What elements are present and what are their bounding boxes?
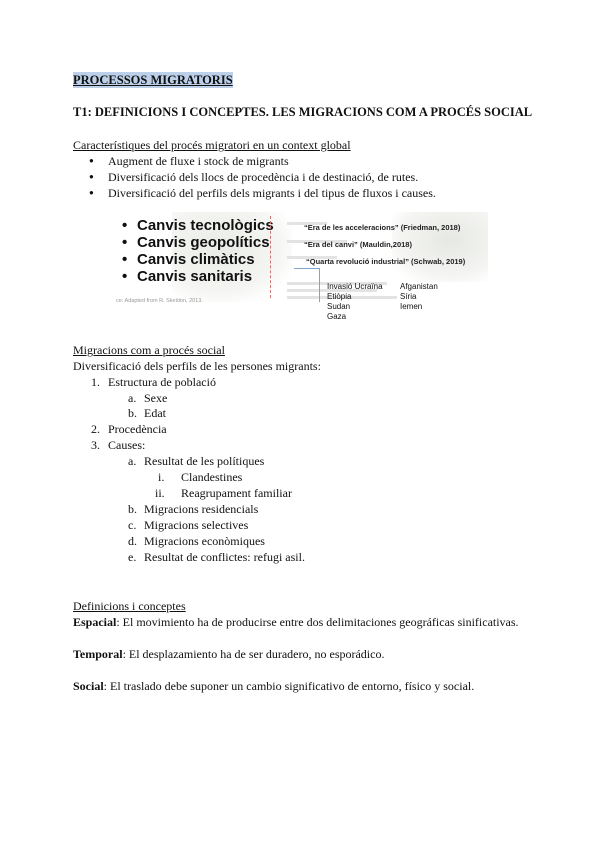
list-number: 1.: [91, 375, 100, 389]
bracket-line: [264, 216, 271, 298]
t1-heading: T1: DEFINICIONS I CONCEPTES. LES MIGRACIONS COM A PROCÉS SOCIAL: [73, 105, 533, 119]
place-label: Sudan: [327, 302, 351, 311]
canvis-item: • Canvis sanitaris: [122, 269, 252, 285]
list-item: Migracions selectives: [144, 518, 249, 532]
place-label: Síria: [400, 292, 417, 301]
section1-bullet: ● Diversificació dels llocs de procedència i de destinació, de rutes.: [108, 169, 418, 185]
list-number: 3.: [91, 438, 100, 452]
list-number: d.: [128, 534, 137, 548]
document-title: PROCESSOS MIGRATORIS: [73, 73, 233, 87]
place-label: Gaza: [327, 312, 347, 321]
definition-text: : El traslado debe suponer un cambio significativo de entorno, físico y social.: [103, 679, 475, 693]
section1-bullet: ● Diversificació del perfils dels migrants i del tipus de fluxos i causes.: [108, 185, 436, 201]
list-number: c.: [128, 518, 137, 532]
definition-social: [73, 678, 474, 694]
definition-term: Temporal: [73, 647, 123, 661]
canvis-item: • Canvis tecnològics: [122, 218, 274, 234]
definition-term: Social: [73, 679, 104, 693]
era-label: “Era de les acceleracions” (Friedman, 2018): [304, 223, 461, 232]
definition-term: Espacial: [73, 615, 117, 629]
section2-intro: Diversificació dels perfils de les persones migrants:: [73, 359, 321, 373]
era-label: “Quarta revolució industrial” (Schwab, 2019): [306, 257, 466, 266]
section1-heading: Característiques del procés migratori en un context global: [73, 138, 351, 152]
section2-heading: Migracions com a procés social: [73, 343, 225, 357]
place-label: Invasió Ucraïna: [327, 282, 383, 291]
definition-text: : El desplazamiento ha de ser duradero, no esporádico.: [122, 647, 385, 661]
list-number: b.: [128, 406, 137, 420]
list-number: a.: [128, 454, 137, 468]
list-number: a.: [128, 391, 137, 405]
list-number: i.: [158, 470, 165, 484]
list-item: Resultat de conflictes: refugi asil.: [144, 550, 305, 564]
list-item: Migracions residencials: [144, 502, 259, 516]
era-label: “Era del canvi” (Mauldin,2018): [304, 240, 412, 249]
list-number: e.: [128, 550, 137, 564]
list-number: b.: [128, 502, 137, 516]
list-number: 2.: [91, 422, 100, 436]
definition-temporal: [73, 646, 384, 662]
list-item: Estructura de població: [108, 375, 216, 389]
section1-bullet: ● Augment de fluxe i stock de migrants: [108, 153, 289, 169]
definition-spacial: [73, 614, 519, 630]
place-label: Etiòpia: [327, 292, 352, 301]
list-item: Sexe: [144, 391, 168, 405]
place-label: Afganistan: [400, 282, 438, 291]
list-item: Resultat de les polítiques: [144, 454, 265, 468]
list-item: Procedència: [108, 422, 167, 436]
place-label: Iemen: [400, 302, 423, 311]
canvis-item: • Canvis climàtics: [122, 252, 255, 268]
connector-line: [294, 268, 320, 269]
list-item: Edat: [144, 406, 166, 420]
section3-heading: Definicions i conceptes: [73, 599, 186, 613]
list-item: Causes:: [108, 438, 146, 452]
list-item: Reagrupament familiar: [181, 486, 292, 500]
figure-credit: ce: Adapted from R. Skeldon, 2013.: [116, 298, 203, 304]
canvis-item: • Canvis geopolítics: [122, 235, 270, 251]
connector-line: [319, 268, 320, 302]
definition-text: : El movimiento ha de producirse entre dos delimitaciones geográficas sinificativas.: [116, 615, 519, 629]
list-item: Clandestines: [181, 470, 243, 484]
list-item: Migracions econòmiques: [144, 534, 265, 548]
migration-changes-figure: [112, 212, 488, 321]
list-number: ii.: [155, 486, 165, 500]
